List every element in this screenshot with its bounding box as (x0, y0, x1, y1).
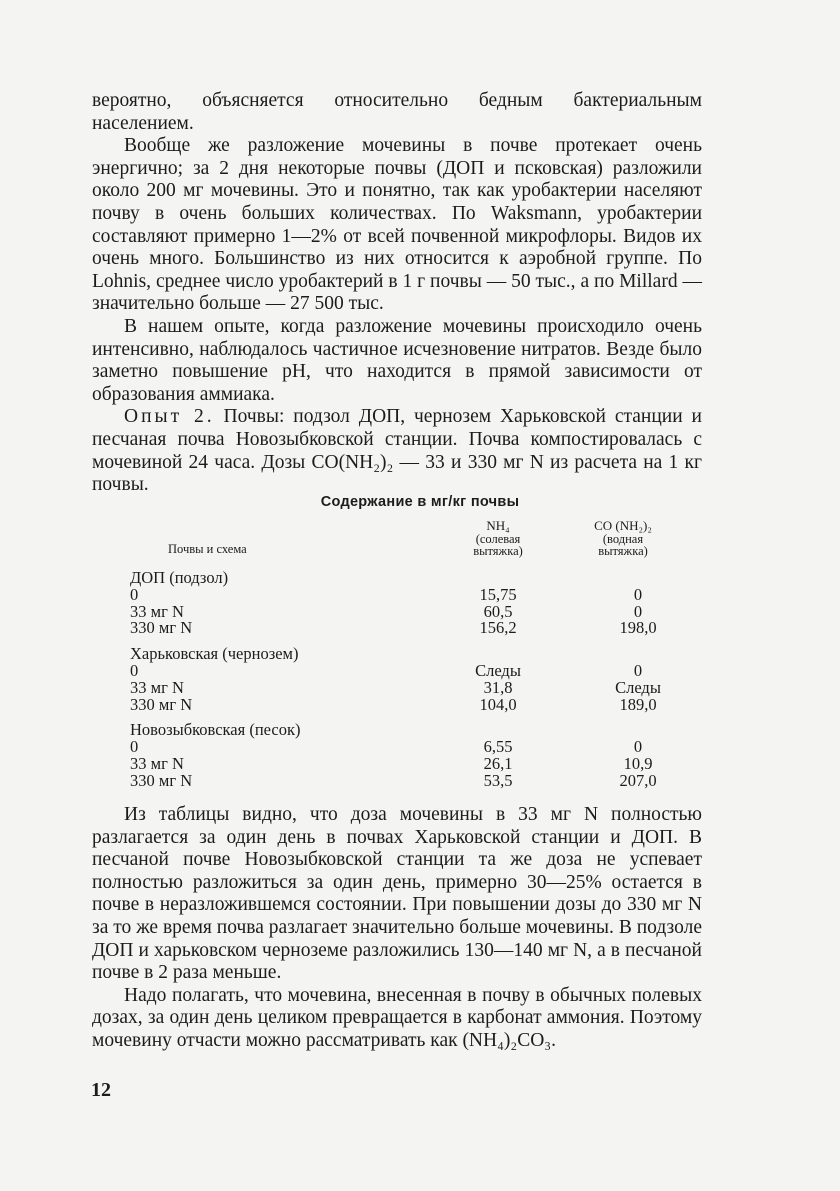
row-scheme: 0 (130, 737, 139, 757)
row-nh4-value: 6,55 (483, 737, 513, 757)
row-urea-value: 198,0 (619, 618, 657, 638)
row-urea-value: 0 (633, 660, 643, 680)
paragraph-4 (92, 406, 702, 496)
table-row (130, 660, 670, 680)
group-title-row (130, 722, 670, 739)
group-title-row (130, 646, 670, 663)
page-number: 12 (91, 1079, 111, 1101)
experiment-label: Опыт 2. (124, 406, 215, 428)
row-urea-value: 0 (633, 584, 643, 604)
row-urea-value: 10,9 (623, 753, 653, 773)
table-group (130, 570, 670, 637)
group-title: Харьковская (чернозем) (130, 644, 299, 664)
group-title-row (130, 570, 670, 587)
body-text-bottom (92, 804, 702, 1053)
row-nh4-value: 156,2 (479, 618, 517, 638)
row-urea-value: 0 (633, 737, 643, 757)
row-scheme: 33 мг N (130, 601, 184, 621)
urea-header-line1: CO (NH₂)₂ (594, 518, 652, 533)
row-scheme: 330 мг N (130, 694, 193, 714)
column-header-urea (578, 520, 668, 558)
row-nh4-value: 104,0 (479, 694, 517, 714)
group-title: ДОП (подзол) (130, 568, 229, 587)
table-row (130, 601, 670, 621)
body-text-top (92, 90, 702, 497)
row-nh4-value: 26,1 (483, 753, 513, 773)
experiment-description: Почвы: подзол ДОП, чернозем Харьковской станции и песчаная почва Новозыбковской станции. Почва компостировалась с мочевиной 24 часа. Дозы CO(NH₂)₂ — 33 и 330 мг N из расчета на 1 кг почвы. (92, 406, 702, 496)
row-scheme: 0 (130, 660, 139, 680)
row-nh4-value: 60,5 (483, 601, 513, 621)
table-row (130, 620, 670, 637)
row-nh4-value: 53,5 (483, 770, 513, 790)
nh4-header-line3: вытяжка) (473, 544, 523, 558)
paragraph-1: вероятно, объясняется относительно бедным бактериальным населением. (92, 90, 702, 134)
urea-header-line2: (водная (602, 531, 644, 546)
row-nh4-value: 31,8 (483, 677, 513, 697)
paragraph-5: Из таблицы видно, что доза мочевины в 33 мг N полностью разлагается за один день в почвах Харьковской станции и ДОП. В песчаной почве Новозыбковской станции та же доза не успевает полностью разложиться за один день, примерно 30—25% остается в почве в неразложившемся состоянии. При повышении дозы до 330 мг N за то же время почва разлагает значительно больше мочевины. В подзоле ДОП и харьковском черноземе разложились 130—140 мг N, а в песчаной почве в 2 раза меньше. (92, 804, 702, 984)
group-title: Новозыбковская (песок) (130, 720, 301, 740)
table-row (130, 739, 670, 756)
table-row (130, 770, 670, 790)
nh4-header-line2: (солевая (475, 531, 521, 546)
table-group (130, 722, 670, 789)
paragraph-2: Вообще же разложение мочевины в почве протекает очень энергично; за 2 дня некоторые почвы (ДОП и псковская) разложили около 200 мг мочевины. Это и понятно, так как уробактерии населяют почву в очень больших количествах. По Waksmann, уробактерии составляют примерно 1—2% от всей почвенной микрофлоры. Видов их очень много. Большинство из них относится к аэробной группе. По Lohnis, среднее число уробактерий в 1 г почвы — 50 тыс., а по Millard — значительно больше — 27 500 тыс. (92, 135, 702, 315)
column-header-soil: Почвы и схема (168, 542, 247, 556)
row-scheme: 33 мг N (130, 677, 184, 697)
row-nh4-value: Следы (475, 660, 521, 680)
table-row (130, 694, 670, 714)
data-table (130, 570, 670, 799)
paragraph-3: В нашем опыте, когда разложение мочевины происходило очень интенсивно, наблюдалось частичное исчезновение нитратов. Везде было заметно повышение pH, что находится в прямой зависимости от образования аммиака. (92, 315, 702, 405)
column-header-nh4 (458, 520, 538, 558)
table-row (130, 753, 670, 773)
table-row (130, 677, 670, 697)
table-row (130, 584, 670, 604)
row-urea-value: 207,0 (619, 770, 657, 790)
table-title: Содержание в мг/кг почвы (320, 494, 520, 510)
urea-header-line3: вытяжка) (598, 544, 648, 558)
row-scheme: 33 мг N (130, 753, 184, 773)
row-scheme: 330 мг N (130, 618, 193, 638)
row-scheme: 0 (130, 584, 139, 604)
nh4-header-line1: NH₄ (486, 518, 510, 533)
row-urea-value: 0 (633, 601, 643, 621)
table-group (130, 646, 670, 713)
row-nh4-value: 15,75 (479, 584, 517, 604)
row-urea-value: Следы (615, 677, 661, 697)
paragraph-6: Надо полагать, что мочевина, внесенная в почву в обычных полевых дозах, за один день целиком превращается в карбонат аммония. Поэтому мочевину отчасти можно рассматривать как (NH₄)₂CO₃. (92, 984, 702, 1051)
row-scheme: 330 мг N (130, 770, 193, 790)
row-urea-value: 189,0 (619, 694, 657, 714)
